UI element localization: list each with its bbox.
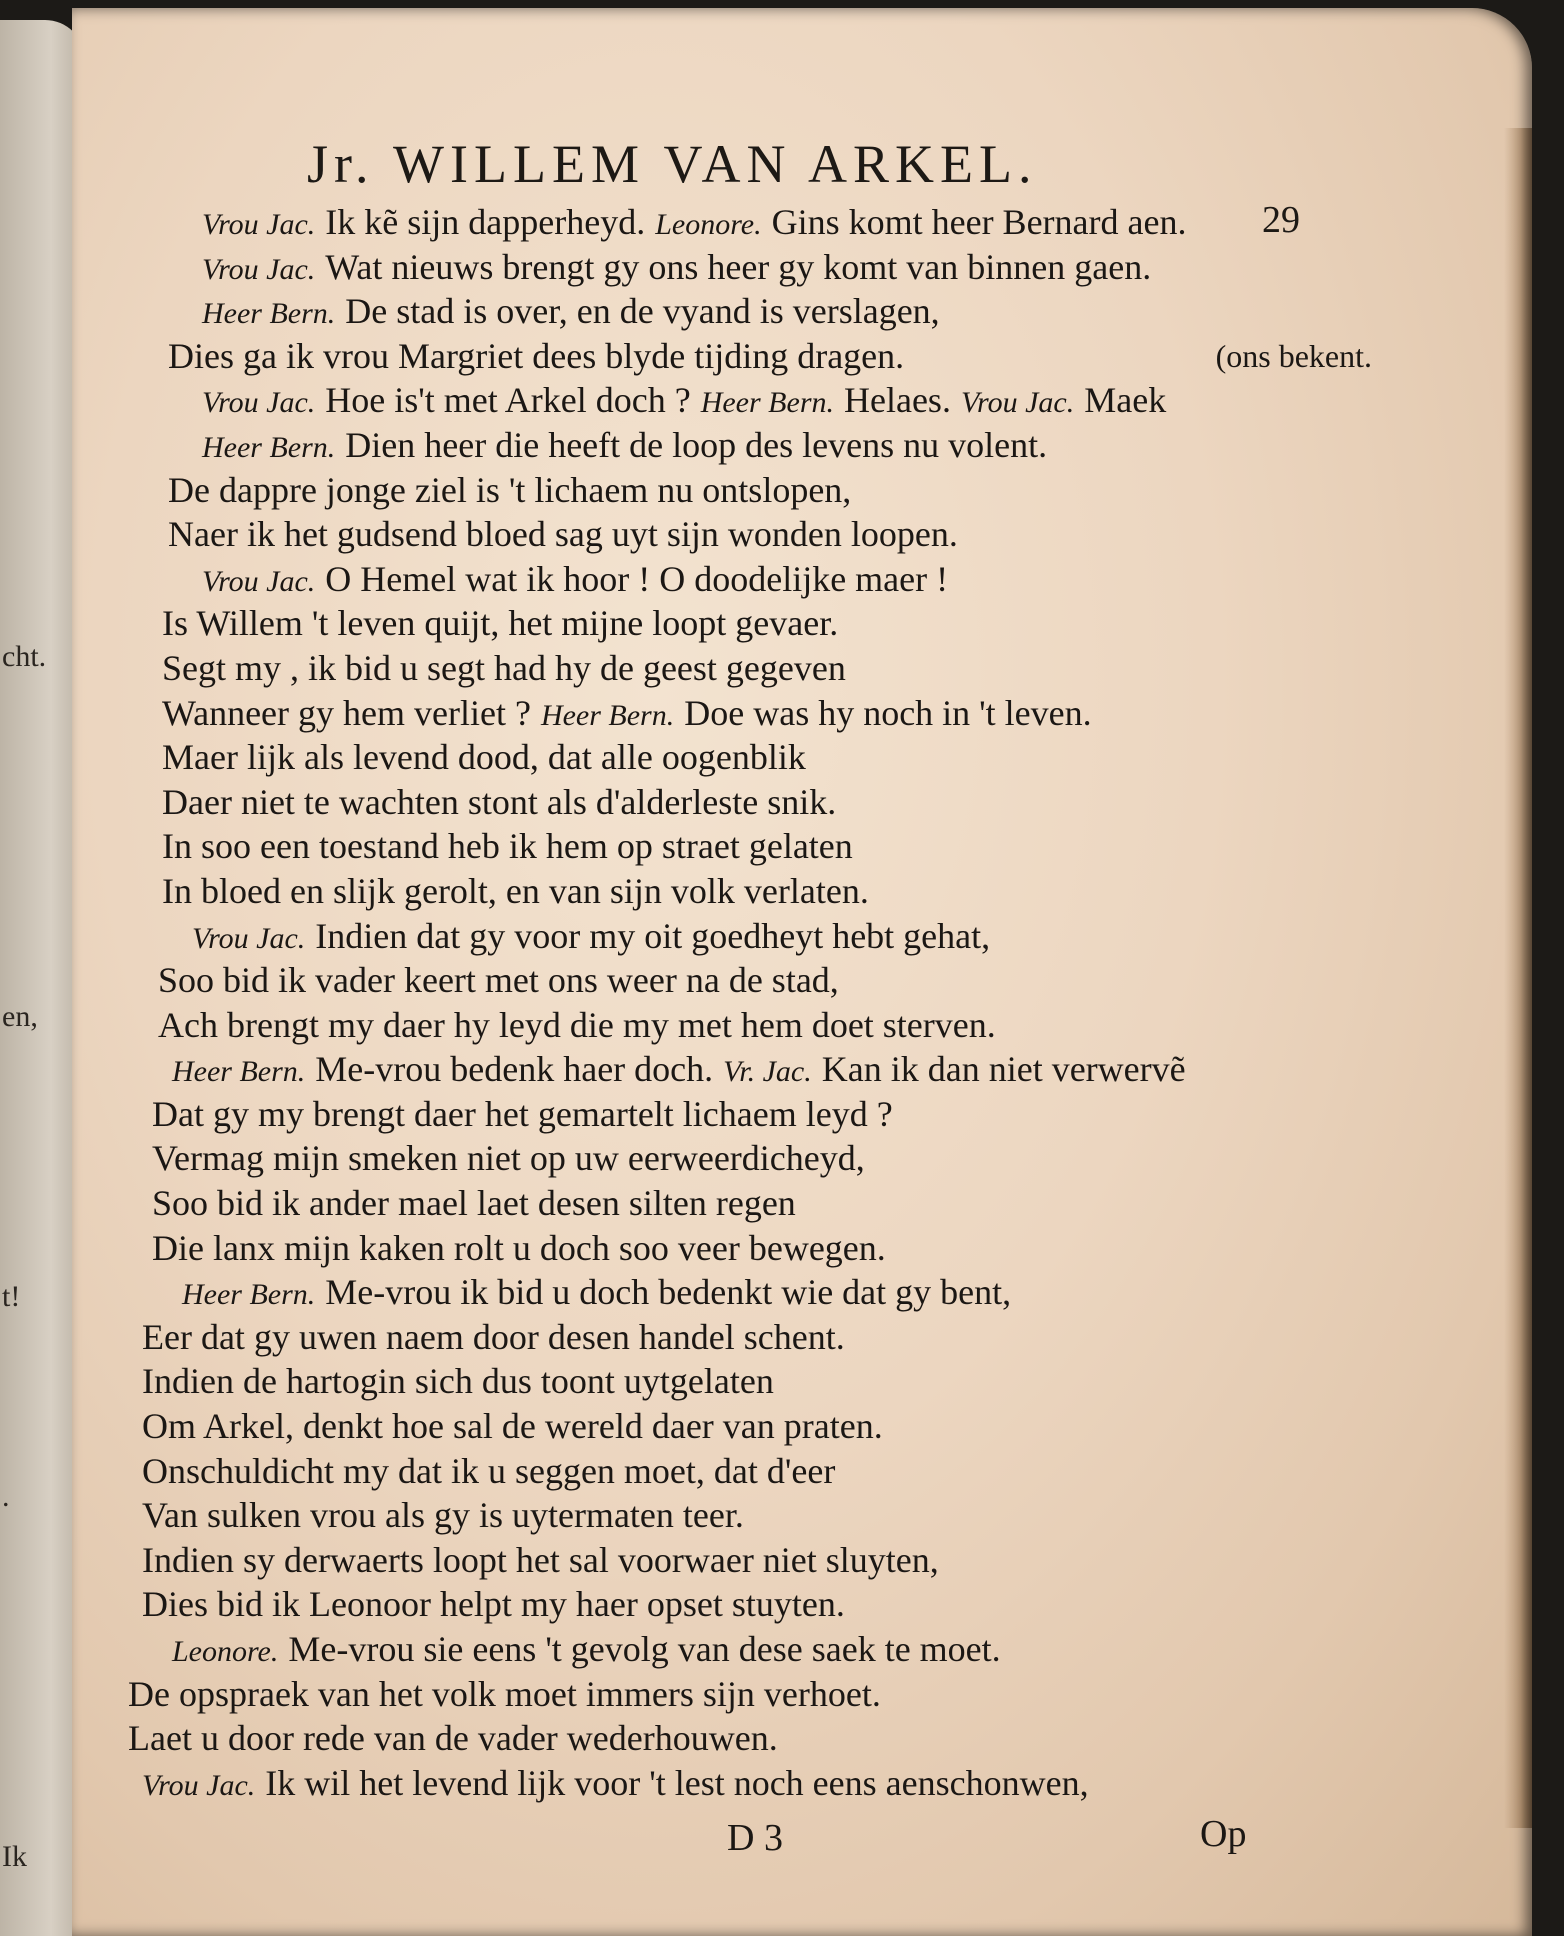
text-line <box>122 289 1382 334</box>
running-head: Jr. WILLEM VAN ARKEL. <box>307 134 1038 194</box>
verse-text: Eer dat gy uwen naem door desen handel schent. <box>142 1316 845 1357</box>
verse-text: Naer ik het gudsend bloed sag uyt sijn wonden loopen. <box>168 514 958 555</box>
text-line <box>122 601 1382 646</box>
verse-text: De stad is over, en de vyand is verslagen, <box>345 291 940 332</box>
verse-text: Is Willem 't leven quijt, het mijne loopt gevaer. <box>162 603 839 644</box>
left-page-fragment: t! <box>2 1280 21 1313</box>
verse-text: Van sulken vrou als gy is uytermaten teer. <box>142 1495 744 1536</box>
page-edge-shadow <box>1504 128 1532 1828</box>
text-line <box>122 1315 1382 1360</box>
verse-text: Onschuldicht my dat ik u seggen moet, dat d'eer <box>142 1450 836 1491</box>
left-page-fragment: en, <box>2 1000 38 1033</box>
left-page-fragment: cht. <box>2 640 47 673</box>
verse-text: Hoe is't met Arkel doch ? <box>325 380 691 421</box>
text-line <box>122 869 1382 914</box>
text-line <box>122 468 1382 513</box>
text-line <box>122 1672 1382 1717</box>
text-line <box>122 1047 1382 1092</box>
verse-text: Maek <box>1084 380 1167 421</box>
speaker-label: Heer Bern. <box>202 297 336 331</box>
verse-text: Die lanx mijn kaken rolt u doch soo veer bewegen. <box>152 1227 886 1268</box>
text-line <box>122 914 1382 959</box>
verse-text: Segt my , ik bid u segt had hy de geest gegeven <box>162 647 846 688</box>
text-line <box>122 1761 1382 1806</box>
speaker-label: Heer Bern. <box>172 1055 306 1089</box>
verse-text: Me-vrou ik bid u doch bedenkt wie dat gy bent, <box>325 1272 1012 1313</box>
text-line <box>122 245 1382 290</box>
text-block <box>122 200 1382 1805</box>
speaker-label: Vr. Jac. <box>723 1055 812 1089</box>
text-line <box>122 780 1382 825</box>
verse-text: Gins komt heer Bernard aen. <box>771 202 1187 242</box>
speaker-label: Heer Bern. <box>700 386 834 420</box>
verse-text: O Hemel wat ik hoor ! O doodelijke maer ! <box>325 558 949 599</box>
speaker-label: Vrou Jac. <box>192 921 306 955</box>
text-line <box>122 1582 1382 1627</box>
verse-text: Dien heer die heeft de loop des levens nu volent. <box>345 424 1048 465</box>
verse-text: In soo een toestand heb ik hem op straet gelaten <box>162 826 853 867</box>
verse-text: Dies bid ik Leonoor helpt my haer opset stuyten. <box>142 1584 845 1625</box>
text-line <box>122 824 1382 869</box>
verse-text: Wanneer gy hem verliet ? <box>162 692 531 733</box>
catchword: Op <box>1200 1813 1247 1855</box>
book-page <box>72 8 1532 1936</box>
verse-text: Maer lijk als levend dood, dat alle oogenblik <box>162 737 806 778</box>
text-line <box>122 1181 1382 1226</box>
left-page-fragment: Ik <box>2 1840 27 1873</box>
page-number: 29 <box>1262 199 1300 241</box>
verse-text: De opspraek van het volk moet immers sijn verhoet. <box>128 1673 881 1714</box>
text-line <box>122 646 1382 691</box>
text-line <box>122 512 1382 557</box>
verse-text: Me-vrou sie eens 't gevolg van dese saek te moet. <box>288 1629 1001 1669</box>
verse-text: Dat gy my brengt daer het gemartelt lichaem leyd ? <box>152 1093 893 1134</box>
speaker-label: Heer Bern. <box>202 430 336 464</box>
text-line <box>122 1359 1382 1404</box>
text-line <box>122 691 1382 736</box>
text-line <box>122 1493 1382 1538</box>
verse-text: Daer niet te wachten stont als d'alderleste snik. <box>162 781 837 822</box>
verse-text: Doe was hy noch in 't leven. <box>684 692 1092 733</box>
verse-text: Indien sy derwaerts loopt het sal voorwaer niet sluyten, <box>142 1539 939 1580</box>
speaker-label: Leonore. <box>172 1635 279 1668</box>
text-line <box>122 334 1382 379</box>
text-line <box>122 1270 1382 1315</box>
speaker-label: Heer Bern. <box>182 1278 316 1312</box>
text-line <box>122 735 1382 780</box>
verse-text: Ik kẽ sijn dapperheyd. <box>325 202 646 242</box>
verse-text: Om Arkel, denkt hoe sal de wereld daer van praten. <box>142 1406 883 1447</box>
text-line <box>122 1449 1382 1494</box>
speaker-label: Vrou Jac. <box>142 1768 256 1802</box>
text-line <box>122 1226 1382 1271</box>
text-line <box>122 1538 1382 1583</box>
speaker-label: Vrou Jac. <box>202 564 316 598</box>
text-line <box>122 1404 1382 1449</box>
text-line <box>122 1627 1382 1672</box>
verse-text: Ach brengt my daer hy leyd die my met hem doet sterven. <box>158 1004 996 1045</box>
speaker-label: Vrou Jac. <box>202 208 316 241</box>
verse-text: Laet u door rede van de vader wederhouwen. <box>128 1718 778 1759</box>
signature-mark: D 3 <box>727 1817 783 1859</box>
text-line <box>122 958 1382 1003</box>
text-line <box>122 200 1382 245</box>
text-line <box>122 1092 1382 1137</box>
verse-text: Vermag mijn smeken niet op uw eerweerdicheyd, <box>152 1138 865 1179</box>
speaker-label: Vrou Jac. <box>960 386 1075 420</box>
verse-text: Indien de hartogin sich dus toont uytgelaten <box>142 1361 774 1402</box>
speaker-label: Vrou Jac. <box>202 252 316 286</box>
verse-text: Soo bid ik vader keert met ons weer na de stad, <box>158 960 839 1001</box>
text-line <box>122 378 1382 423</box>
verse-text: Helaes. <box>844 380 951 421</box>
text-line <box>122 1136 1382 1181</box>
speaker-label: Heer Bern. <box>540 698 675 732</box>
speaker-label: Leonore. <box>655 208 762 241</box>
text-line <box>122 557 1382 602</box>
verse-text: Me-vrou bedenk haer doch. <box>315 1049 714 1090</box>
verse-text: (ons bekent. <box>1215 337 1372 374</box>
verse-text: Dies ga ik vrou Margriet dees blyde tijding dragen. <box>168 335 905 376</box>
verse-text: Ik wil het levend lijk voor 't lest noch eens aenschonwen, <box>265 1762 1089 1803</box>
verse-text: Wat nieuws brengt gy ons heer gy komt van binnen gaen. <box>325 246 1152 287</box>
verse-text: In bloed en slijk gerolt, en van sijn volk verlaten. <box>162 870 869 911</box>
text-line <box>122 1003 1382 1048</box>
verse-text: Soo bid ik ander mael laet desen silten regen <box>152 1183 796 1224</box>
verse-text: Indien dat gy voor my oit goedheyt hebt gehat, <box>315 915 991 956</box>
verse-text: De dappre jonge ziel is 't lichaem nu ontslopen, <box>168 469 852 510</box>
left-page-fragment: . <box>2 1480 10 1513</box>
text-line <box>122 423 1382 468</box>
verse-text: Kan ik dan niet verwervẽ <box>821 1049 1186 1090</box>
speaker-label: Vrou Jac. <box>202 386 316 420</box>
text-line <box>122 1716 1382 1761</box>
